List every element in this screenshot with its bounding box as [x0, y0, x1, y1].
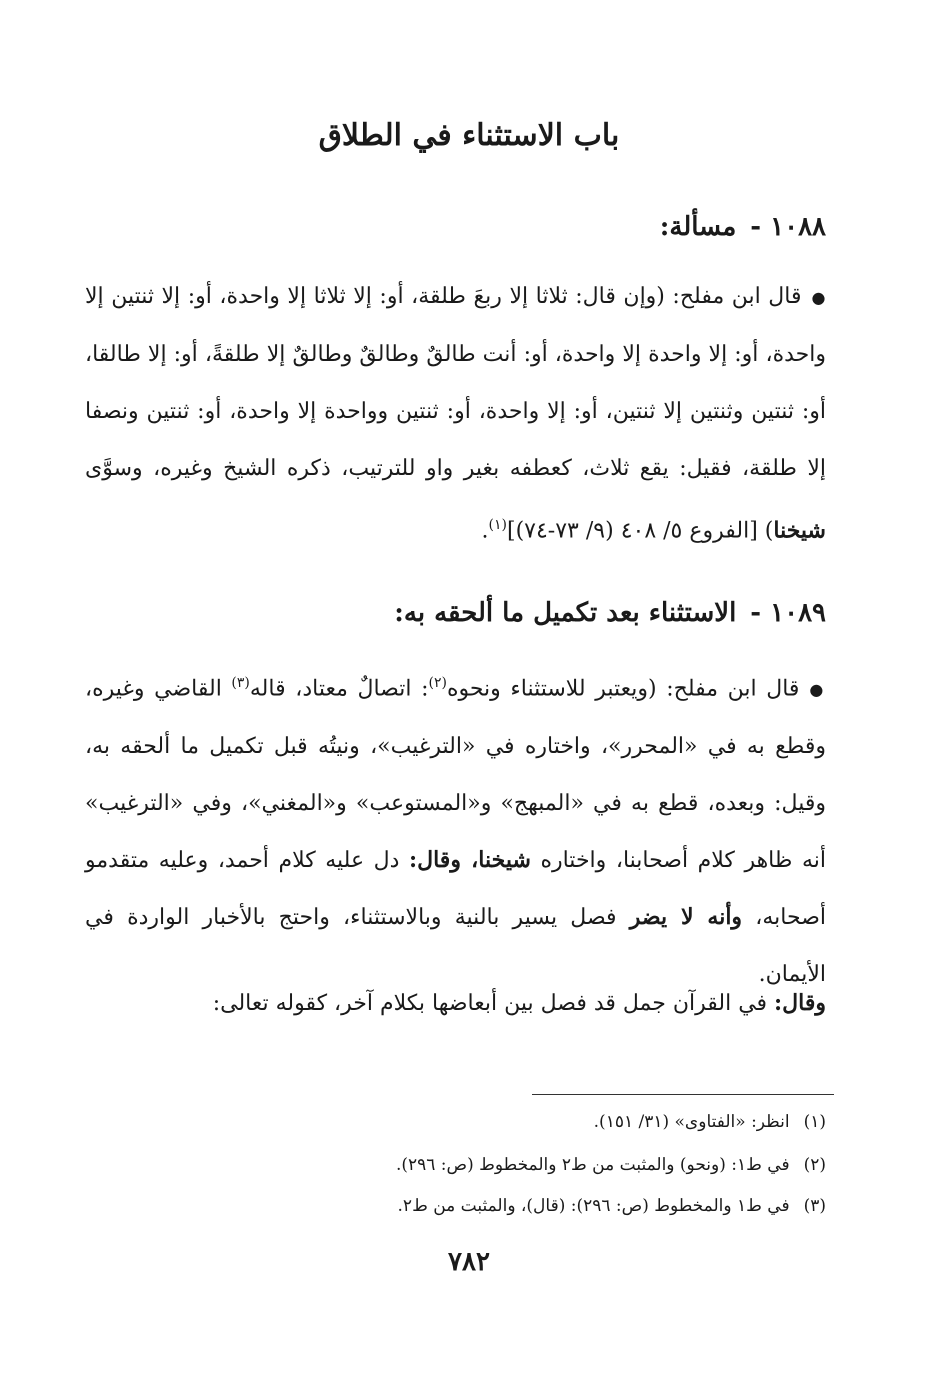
paragraph-text: دل عليه كلام أحمد، وعليه متقدمو أصحابه، [85, 847, 826, 930]
section-title: مسألة: [659, 212, 737, 242]
paragraph-text: فصل يسير بالنية وبالاستثناء، واحتج بالأخبار الواردة في الأيمان. [85, 904, 826, 987]
section-title: الاستثناء بعد تكميل ما ألحقه به: [394, 598, 737, 628]
paragraph-text: ) [الفروع ٥/ ٤٠٨ (٩/ ٧٣-٧٤)] [506, 517, 774, 543]
bold-term: وأنه لا يضر [629, 903, 743, 930]
paragraph-text: قال ابن مفلح: (وإن قال: ثلاثا إلا ربعَ طلقة، أو: إلا ثلاثا إلا واحدة، أو: إلا ثنتين إلا واحدة، أو: إلا واحدة إلا واحدة، أو: أنت طالقٌ وطالقٌ وطالقٌ إلا طلقةً، أو: إلا طالقا، أو: ثنتين وثنتين إلا ثنتين، أو: إلا واحدة، أو: ثنتين وواحدة إلا واحدة، أو: ثنتين ونصفا إلا طلقة، فقيل: يقع ثلاث، كعطفه بغير واو للترتيب، ذكره الشيخ وغيره، وسوَّى [85, 284, 826, 481]
footnote-number: (٢) [803, 1155, 826, 1175]
section-heading-1089 [394, 598, 826, 628]
paragraph-text: في القرآن جمل قد فصل بين أبعاضها بكلام آخر، كقوله تعالى: [212, 991, 775, 1016]
paragraph-text: : اتصالٌ معتاد، قاله [249, 676, 429, 702]
page-number: ٧٨٢ [448, 1247, 490, 1277]
paragraph-1089 [85, 655, 826, 1003]
footnote-ref[interactable]: (١) [488, 516, 507, 533]
footnote-text: انظر: «الفتاوى» (٣١/ ١٥١). [593, 1112, 790, 1132]
footnote-number: (٣) [803, 1196, 826, 1216]
paragraph-1089-quote-intro [85, 975, 826, 1032]
paragraph-text: . [481, 517, 489, 543]
bold-term: شيخنا [773, 516, 826, 543]
footnote-ref[interactable]: (٣) [231, 675, 250, 691]
footnote-divider [532, 1094, 834, 1095]
bold-term: شيخنا، وقال: [409, 846, 531, 873]
section-number: ١٠٨٩ - [750, 598, 826, 628]
footnote-number: (١) [803, 1112, 826, 1132]
bullet-icon: ● [809, 679, 826, 699]
paragraph-1088 [85, 268, 826, 559]
footnote-3 [398, 1196, 826, 1216]
bold-term: وقال: [774, 990, 826, 1016]
section-number: ١٠٨٨ - [750, 212, 826, 242]
footnote-text: في ط١: (ونحو) والمثبت من ط٢ والمخطوط (ص: ٢٩٦). [395, 1155, 790, 1175]
footnote-2 [396, 1155, 826, 1175]
bullet-icon: ● [811, 287, 826, 307]
section-heading-1088 [660, 212, 826, 242]
footnote-1 [594, 1112, 826, 1132]
paragraph-text: قال ابن مفلح: (ويعتبر للاستثناء ونحوه [446, 676, 800, 702]
paragraph-text: القاضي وغيره، وقطع به في «المحرر»، واختاره في «الترغيب»، ونيتُه قبل تكميل ما ألحقه به، وقيل: وبعده، قطع به في «المبهج» و«المستوعب» و«المغني»، وفي «الترغيب» أنه ظاهر كلام أصحابنا، واختاره [85, 676, 826, 873]
footnote-ref[interactable]: (٢) [428, 675, 447, 691]
chapter-title: باب الاستثناء في الطلاق [318, 118, 620, 153]
footnote-text: في ط١ والمخطوط (ص: ٢٩٦): (قال)، والمثبت من ط٢. [397, 1196, 790, 1216]
